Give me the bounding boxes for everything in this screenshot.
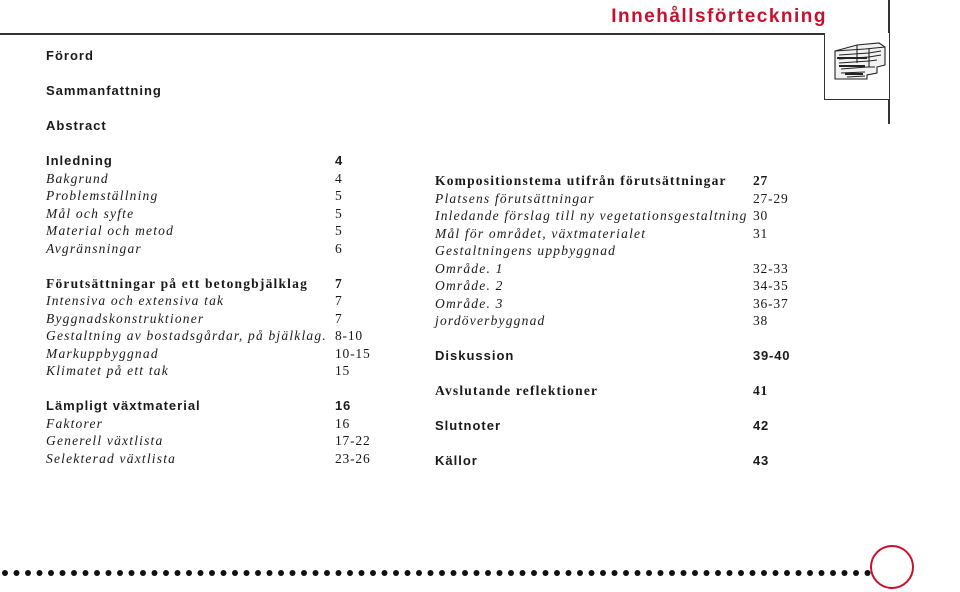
toc-entry-label: Avgränsningar (46, 240, 142, 256)
toc-entry-label: Problemställning (46, 188, 159, 203)
toc-subentry[interactable] (46, 327, 376, 345)
toc-subentry[interactable] (46, 432, 376, 450)
divider-dot (106, 570, 112, 576)
toc-spacer (435, 400, 795, 418)
toc-entry-page: 5 (335, 223, 343, 238)
divider-dot (577, 570, 583, 576)
divider-dot (163, 570, 169, 576)
toc-spacer (46, 100, 376, 118)
toc-entry-label: Område. 1 (435, 260, 504, 276)
toc-spacer (435, 330, 795, 348)
toc-subentry[interactable] (435, 260, 795, 278)
divider-dot (796, 570, 802, 576)
divider-dot (405, 570, 411, 576)
toc-entry-label: Avslutande reflektioner (435, 383, 599, 398)
toc-spacer (46, 65, 376, 83)
divider-dot (600, 570, 606, 576)
toc-entry-label: Lämpligt växtmaterial (46, 398, 201, 413)
divider-dot (152, 570, 158, 576)
toc-entry-label: Markuppbyggnad (46, 345, 159, 361)
toc-entry-page: 39-40 (753, 348, 791, 363)
toc-spacer (435, 365, 795, 383)
toc-entry-page: 31 (753, 225, 769, 241)
divider-dot (750, 570, 756, 576)
logo-box (824, 33, 889, 100)
divider-dot (543, 570, 549, 576)
toc-right-column (435, 172, 795, 470)
toc-subentry[interactable] (46, 415, 376, 433)
divider-dot (2, 570, 8, 576)
divider-dot (485, 570, 491, 576)
toc-entry-page: 5 (335, 205, 343, 221)
toc-spacer (46, 257, 376, 275)
toc-entry-page: 41 (753, 383, 769, 398)
toc-entry-page: 32-33 (753, 260, 789, 276)
toc-entry-label: Material och metod (46, 223, 175, 238)
toc-spacer (435, 435, 795, 453)
toc-entry-label: Inledning (46, 153, 113, 168)
toc-entry-label: Förord (46, 48, 94, 63)
toc-entry-page: 43 (753, 453, 770, 468)
divider-dot (531, 570, 537, 576)
toc-subentry[interactable] (435, 312, 795, 330)
divider-dot (71, 570, 77, 576)
toc-subentry[interactable] (435, 225, 795, 243)
divider-dot (186, 570, 192, 576)
page-title: Innehållsförteckning (611, 6, 827, 27)
toc-subentry[interactable] (435, 277, 795, 295)
toc-entry-label: Abstract (46, 118, 107, 133)
toc-entry-label: Bakgrund (46, 170, 109, 186)
divider-dot (290, 570, 296, 576)
toc-entry-page: 4 (335, 153, 344, 168)
toc-entry-page: 7 (335, 275, 343, 291)
divider-dot (25, 570, 31, 576)
toc-entry-page: 34-35 (753, 278, 789, 293)
divider-dot (497, 570, 503, 576)
toc-spacer (46, 135, 376, 153)
toc-entry-label: Mål och syfte (46, 205, 135, 221)
toc-heading-entry[interactable] (46, 47, 376, 65)
red-circle-ornament-icon (870, 545, 914, 589)
divider-dot (359, 570, 365, 576)
divider-dot (853, 570, 859, 576)
toc-heading-entry[interactable] (435, 172, 795, 190)
toc-entry-page: 6 (335, 240, 343, 256)
toc-subentry[interactable] (435, 242, 795, 260)
divider-dot (727, 570, 733, 576)
toc-heading-entry[interactable] (435, 382, 795, 400)
divider-dot (416, 570, 422, 576)
toc-heading-entry[interactable] (435, 452, 795, 470)
divider-dot (209, 570, 215, 576)
toc-subentry[interactable] (435, 207, 795, 225)
toc-heading-entry[interactable] (46, 397, 376, 415)
divider-dot (117, 570, 123, 576)
toc-entry-label: Mål för området, växtmaterialet (435, 225, 647, 241)
divider-dot (14, 570, 20, 576)
toc-subentry[interactable] (46, 187, 376, 205)
toc-entry-page: 17-22 (335, 433, 371, 448)
divider-dot (669, 570, 675, 576)
divider-dot (554, 570, 560, 576)
divider-dot (508, 570, 514, 576)
toc-entry-page: 4 (335, 170, 343, 186)
divider-dot (784, 570, 790, 576)
toc-entry-label: Område. 2 (435, 278, 504, 293)
divider-dot (807, 570, 813, 576)
toc-heading-entry[interactable] (435, 347, 795, 365)
toc-entry-label: Diskussion (435, 348, 515, 363)
divider-dot (382, 570, 388, 576)
divider-dot (566, 570, 572, 576)
toc-entry-label: Gestaltningens uppbyggnad (435, 243, 617, 258)
toc-left-column (46, 47, 376, 467)
toc-subentry[interactable] (46, 310, 376, 328)
toc-subentry[interactable] (46, 345, 376, 363)
stepped-building-logo-icon (825, 33, 889, 99)
toc-entry-label: Klimatet på ett tak (46, 363, 169, 378)
toc-heading-entry[interactable] (46, 82, 376, 100)
divider-dot (439, 570, 445, 576)
toc-entry-page: 7 (335, 310, 343, 326)
toc-entry-page: 5 (335, 188, 343, 203)
toc-entry-page: 42 (753, 418, 770, 433)
toc-entry-page: 7 (335, 293, 343, 308)
toc-entry-label: Kompositionstema utifrån förutsättningar (435, 173, 727, 188)
toc-entry-page: 16 (335, 415, 351, 431)
toc-entry-page: 10-15 (335, 345, 371, 361)
toc-entry-label: Källor (435, 453, 478, 468)
divider-dot (623, 570, 629, 576)
divider-dot (198, 570, 204, 576)
divider-dot (715, 570, 721, 576)
divider-dot (612, 570, 618, 576)
toc-entry-label: Byggnadskonstruktioner (46, 310, 205, 326)
divider-dot (819, 570, 825, 576)
toc-entry-label: Intensiva och extensiva tak (46, 293, 225, 308)
divider-dot (301, 570, 307, 576)
toc-entry-page: 27 (753, 173, 769, 188)
toc-entry-page: 36-37 (753, 295, 789, 311)
toc-entry-label: Slutnoter (435, 418, 502, 433)
divider-dot (221, 570, 227, 576)
toc-heading-entry[interactable] (46, 117, 376, 135)
toc-heading-entry[interactable] (435, 417, 795, 435)
toc-entry-label: Faktorer (46, 415, 104, 431)
toc-subentry[interactable] (46, 205, 376, 223)
divider-dot (370, 570, 376, 576)
divider-dot (738, 570, 744, 576)
divider-dot (313, 570, 319, 576)
toc-entry-label: jordöverbyggnad (435, 313, 546, 328)
divider-dot (692, 570, 698, 576)
divider-dot (60, 570, 66, 576)
divider-dot (255, 570, 261, 576)
toc-entry-page: 27-29 (753, 190, 789, 206)
toc-subentry[interactable] (46, 450, 376, 468)
divider-dot (462, 570, 468, 576)
divider-dot (393, 570, 399, 576)
toc-subentry[interactable] (46, 222, 376, 240)
divider-dot (704, 570, 710, 576)
toc-heading-entry[interactable] (46, 152, 376, 170)
toc-entry-label: Sammanfattning (46, 83, 162, 98)
divider-dot (324, 570, 330, 576)
divider-dot (646, 570, 652, 576)
divider-dot (140, 570, 146, 576)
divider-dot (761, 570, 767, 576)
toc-subentry[interactable] (435, 190, 795, 208)
toc-subentry[interactable] (46, 170, 376, 188)
divider-dot (635, 570, 641, 576)
divider-dot (681, 570, 687, 576)
divider-dot (94, 570, 100, 576)
toc-entry-label: Selekterad växtlista (46, 450, 177, 466)
dotted-line-divider (0, 566, 880, 580)
divider-dot (267, 570, 273, 576)
divider-dot (658, 570, 664, 576)
toc-entry-page: 15 (335, 363, 351, 378)
divider-dot (773, 570, 779, 576)
toc-entry-label: Inledande förslag till ny vegetationsgestaltning (435, 208, 748, 223)
divider-dot (48, 570, 54, 576)
divider-dot (278, 570, 284, 576)
toc-entry-label: Generell växtlista (46, 433, 164, 448)
divider-dot (451, 570, 457, 576)
divider-dot (336, 570, 342, 576)
toc-entry-page: 30 (753, 208, 769, 223)
toc-entry-page: 16 (335, 398, 352, 413)
divider-dot (129, 570, 135, 576)
toc-subentry[interactable] (46, 362, 376, 380)
toc-entry-label: Förutsättningar på ett betongbjälklag (46, 275, 309, 291)
divider-dot (520, 570, 526, 576)
divider-dot (589, 570, 595, 576)
toc-entry-label: Gestaltning av bostadsgårdar, på bjälklag. (46, 328, 327, 343)
divider-dot (37, 570, 43, 576)
toc-entry-page: 8-10 (335, 328, 363, 343)
toc-entry-label: Område. 3 (435, 295, 504, 311)
divider-dot (232, 570, 238, 576)
divider-dot (474, 570, 480, 576)
toc-subentry[interactable] (46, 240, 376, 258)
toc-heading-entry[interactable] (46, 275, 376, 293)
divider-dot (83, 570, 89, 576)
divider-dot (347, 570, 353, 576)
toc-entry-page: 23-26 (335, 450, 371, 466)
toc-subentry[interactable] (435, 295, 795, 313)
divider-dot (175, 570, 181, 576)
toc-entry-page: 38 (753, 313, 769, 328)
toc-entry-label: Platsens förutsättningar (435, 190, 595, 206)
divider-dot (244, 570, 250, 576)
divider-dot (428, 570, 434, 576)
divider-dot (842, 570, 848, 576)
header-rule-horizontal (0, 33, 888, 35)
divider-dot (830, 570, 836, 576)
toc-spacer (46, 380, 376, 398)
toc-subentry[interactable] (46, 292, 376, 310)
